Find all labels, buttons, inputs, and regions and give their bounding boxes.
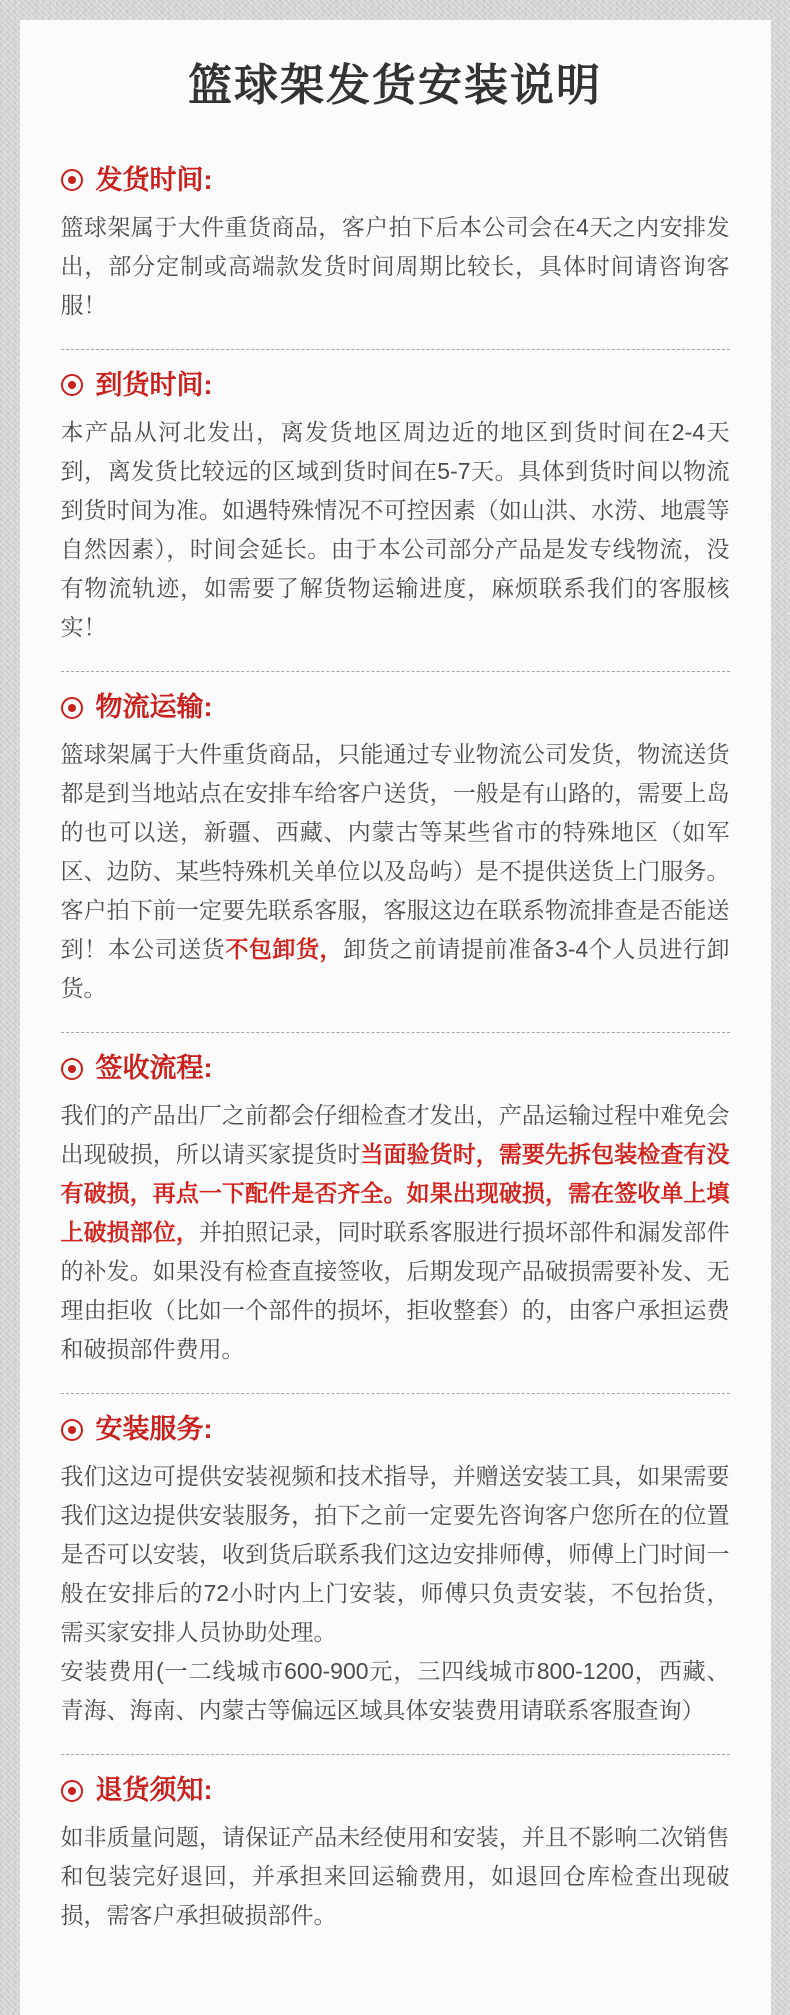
section-paragraph — [61, 1652, 730, 1730]
body-text: 卸货之前请提前准备3-4个人员进行卸货。 — [60, 936, 730, 1002]
circled-dot-icon — [61, 697, 83, 719]
section-heading — [61, 1051, 730, 1086]
body-text: 篮球架属于大件重货商品，只能通过专业物流公司发货，物流送货都是到当地站点在安排车给客户送货，一般是有山路的，需要上岛的也可以送，新疆、西藏、内蒙古等某些省市的特殊地区（如军区、边防、某些特殊机关单位以及岛屿）是不提供送货上门服务。客户拍下前一定要先联系客服，客服这边在联系物流排查是否能送到！本公司送货 — [60, 741, 730, 963]
body-text: 并拍照记录，同时联系客服进行损坏部件和漏发部件的补发。如果没有检查直接签收，后期发现产品破损需要补发、无理由拒收（比如一个部件的损坏，拒收整套）的，由客户承担运费和破损部件费用。 — [60, 1219, 730, 1363]
section-heading-text: 物流运输: — [95, 691, 213, 722]
emphasis-text: 当面验货时，需要先拆包装检查有没有破损，再点一下配件是否齐全。如果出现破损，需在签收单上填上破损部位， — [60, 1141, 730, 1246]
section-heading — [61, 1773, 730, 1808]
section-body — [61, 208, 730, 325]
section-body — [61, 735, 730, 1008]
section-heading-text: 安装服务: — [95, 1414, 213, 1445]
section-paragraph — [61, 735, 730, 1008]
body-text: 安装费用(一二线城市600-900元，三四线城市800-1200，西藏、青海、海南、内蒙古等偏远区域具体安装费用请联系客服查询） — [60, 1658, 730, 1724]
emphasis-text: 不包卸货， — [225, 936, 344, 963]
section-heading-text: 发货时间: — [95, 164, 213, 195]
circled-dot-icon — [61, 1419, 83, 1441]
section-heading-text: 退货须知: — [95, 1775, 213, 1806]
notice-card — [20, 20, 771, 2015]
section-logistics — [61, 672, 730, 1033]
section-paragraph — [61, 1457, 730, 1652]
section-shipping-time — [61, 145, 730, 350]
section-body — [61, 1457, 730, 1730]
section-paragraph — [61, 1096, 730, 1369]
circled-dot-icon — [61, 1058, 83, 1080]
body-text: 本产品从河北发出，离发货地区周边近的地区到货时间在2-4天到，离发货比较远的区域到货时间在5-7天。具体到货时间以物流到货时间为准。如遇特殊情况不可控因素（如山洪、水涝、地震等自然因素），时间会延长。由于本公司部分产品是发专线物流，没有物流轨迹，如需要了解货物运输进度，麻烦联系我们的客服核实！ — [60, 418, 730, 640]
section-heading-text: 签收流程: — [95, 1053, 213, 1084]
circled-dot-icon — [61, 1780, 83, 1802]
section-paragraph — [61, 413, 730, 647]
body-text: 我们的产品出厂之前都会仔细检查才发出，产品运输过程中难免会出现破损，所以请买家提货时 — [60, 1102, 730, 1168]
body-text: 我们这边可提供安装视频和技术指导，并赠送安装工具，如果需要我们这边提供安装服务，拍下之前一定要先咨询客户您所在的位置是否可以安装，收到货后联系我们这边安排师傅，师傅上门时间一般在安排后的72小时内上门安装，师傅只负责安装，不包抬货，需买家安排人员协助处理。 — [60, 1463, 730, 1646]
body-text: 篮球架属于大件重货商品，客户拍下后本公司会在4天之内安排发出，部分定制或高端款发货时间周期比较长，具体时间请咨询客服！ — [60, 213, 730, 318]
section-body — [61, 1096, 730, 1369]
section-heading — [61, 368, 730, 403]
circled-dot-icon — [61, 169, 83, 191]
section-heading — [61, 1412, 730, 1447]
section-sign-off-process — [61, 1033, 730, 1394]
section-heading-text: 到货时间: — [95, 369, 213, 400]
section-paragraph — [61, 1818, 730, 1935]
circled-dot-icon — [61, 374, 83, 396]
sections-container — [61, 145, 730, 1960]
section-heading — [61, 690, 730, 725]
section-return-notice — [61, 1755, 730, 1959]
section-heading — [61, 163, 730, 198]
section-body — [61, 413, 730, 647]
body-text: 如非质量问题，请保证产品未经使用和安装，并且不影响二次销售和包装完好退回，并承担来回运输费用，如退回仓库检查出现破损，需客户承担破损部件。 — [60, 1824, 730, 1929]
section-body — [61, 1818, 730, 1935]
section-installation-service — [61, 1394, 730, 1755]
notice-page — [0, 20, 790, 2015]
page-title: 篮球架发货安装说明 — [188, 61, 602, 110]
section-arrival-time — [61, 350, 730, 672]
section-paragraph — [61, 208, 730, 325]
